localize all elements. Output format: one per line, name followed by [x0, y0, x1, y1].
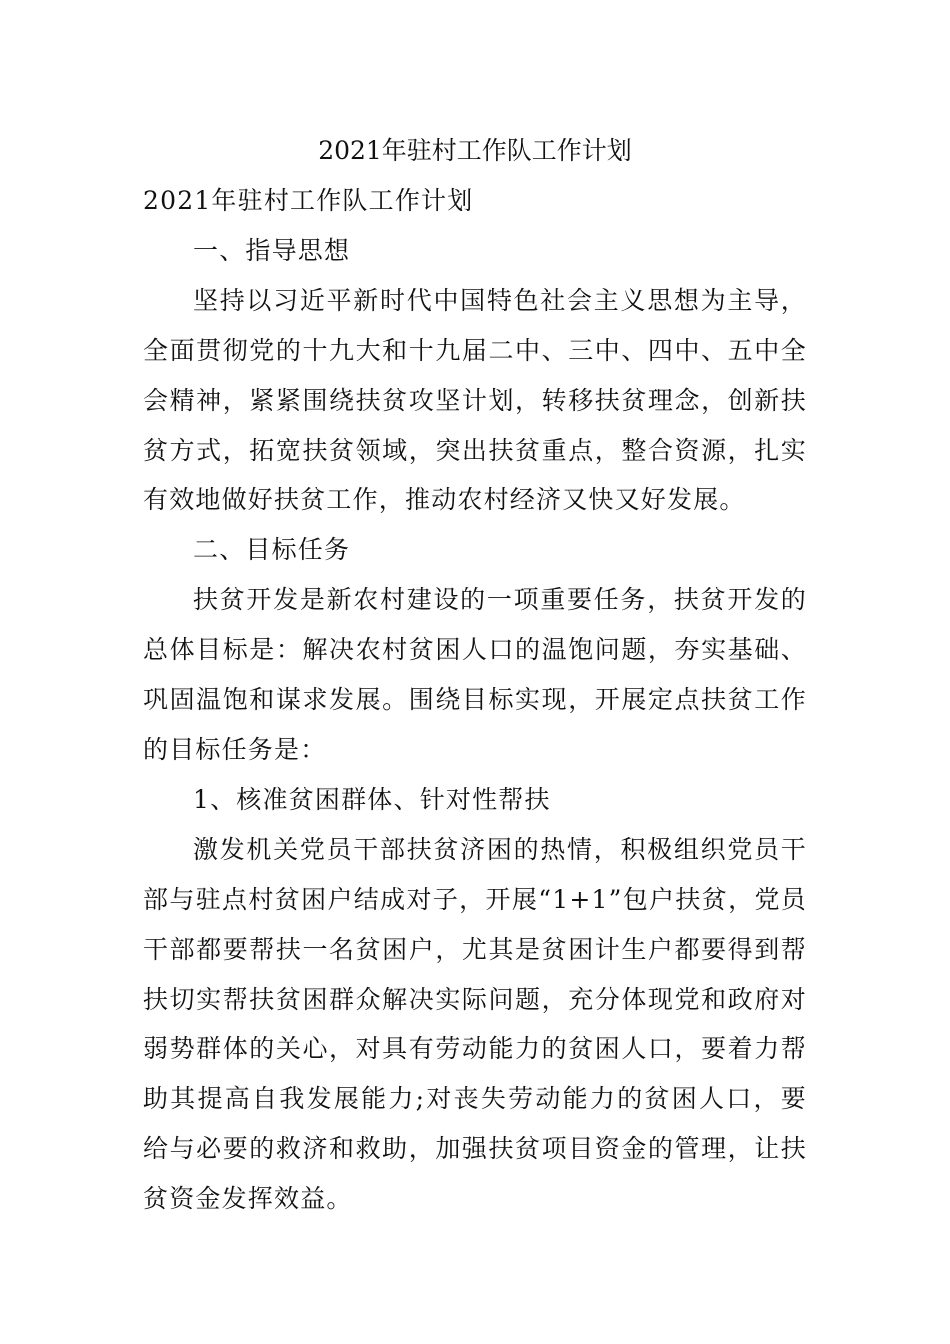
item-heading-verify-poor-groups: 1、核准贫困群体、针对性帮扶 [193, 784, 551, 814]
paragraph-guiding-ideology: 坚持以习近平新时代中国特色社会主义思想为主导，全面贯彻党的十九大和十九届二中、三中、四中、五中全会精神，紧紧围绕扶贫攻坚计划，转移扶贫理念，创新扶贫方式，拓宽扶贫领域，突出扶贫重点，整合资源，扎实有效地做好扶贫工作，推动农村经济又快又好发展。 [143, 285, 807, 515]
section-heading-guiding-ideology: 一、指导思想 [193, 235, 351, 265]
paragraph-verify-poor-groups: 激发机关党员干部扶贫济困的热情，积极组织党员干部与驻点村贫困户结成对子，开展“1+1”包户扶贫，党员干部都要帮扶一名贫困户，尤其是贫困计生户都要得到帮扶切实帮扶贫困群众解决实际问题，充分体现党和政府对弱势群体的关心，对具有劳动能力的贫困人口，要着力帮助其提高自我发展能力;对丧失劳动能力的贫困人口，要给与必要的救济和救助，加强扶贫项目资金的管理，让扶贫资金发挥效益。 [143, 834, 807, 1214]
document-title: 2021年驻村工作队工作计划 [318, 136, 632, 165]
section-heading-goals-tasks: 二、目标任务 [193, 535, 351, 565]
paragraph-goals-tasks: 扶贫开发是新农村建设的一项重要任务，扶贫开发的总体目标是：解决农村贫困人口的温饱问题，夯实基础、巩固温饱和谋求发展。围绕目标实现，开展定点扶贫工作的目标任务是： [143, 585, 807, 764]
document-subtitle: 2021年驻村工作队工作计划 [143, 186, 474, 215]
document-body [143, 176, 807, 1224]
